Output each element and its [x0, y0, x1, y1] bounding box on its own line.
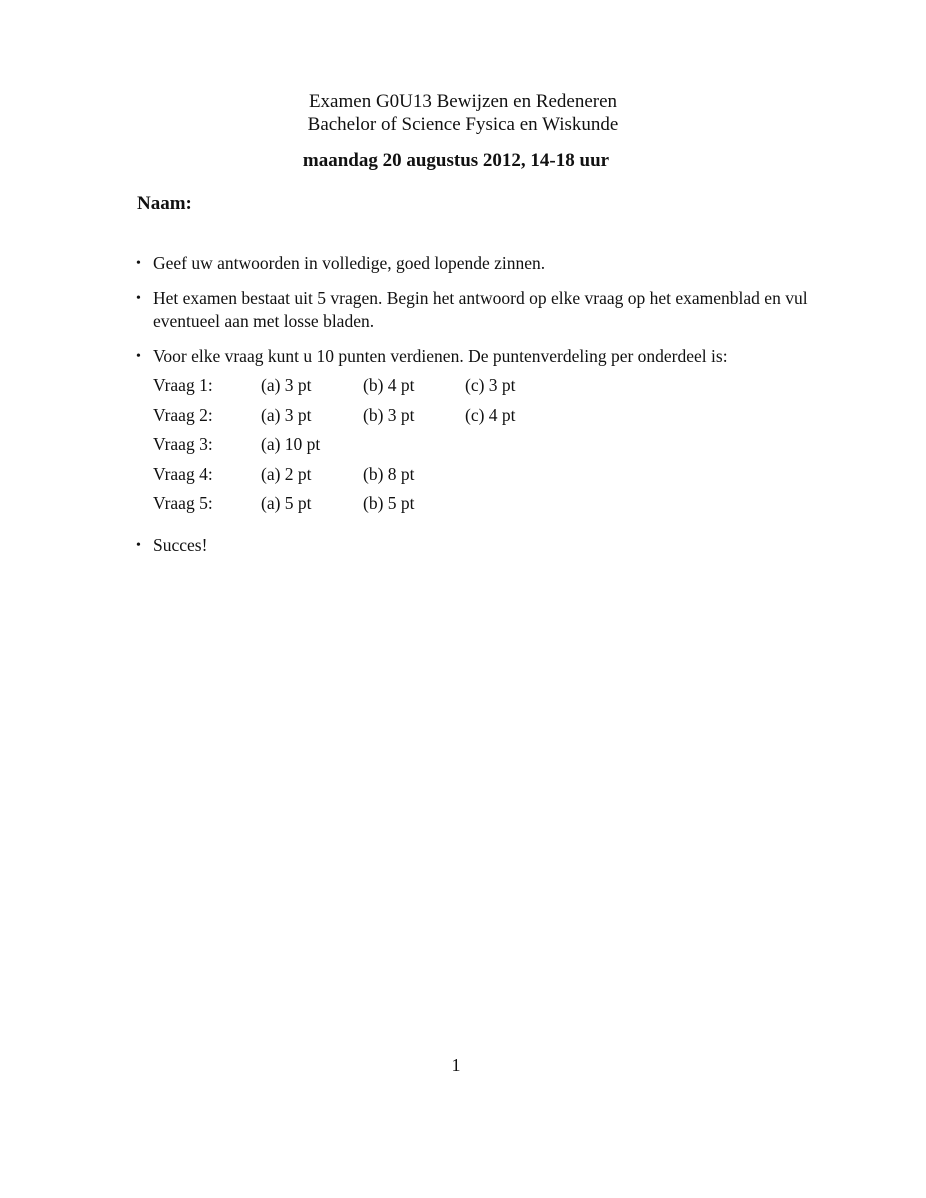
exam-date: maandag 20 augustus 2012, 14-18 uur	[302, 150, 610, 171]
instruction-text: Het examen bestaat uit 5 vragen. Begin het antwoord op elke vraag op het examenblad en vul eventueel aan met losse bladen.	[153, 288, 808, 331]
part-c-points	[465, 463, 545, 493]
bullet-icon: •	[136, 256, 141, 271]
instruction-item	[133, 534, 813, 557]
table-row	[153, 492, 545, 522]
bullet-icon: •	[136, 291, 141, 306]
points-distribution-table	[153, 374, 545, 522]
program-name: Bachelor of Science Fysica en Wiskunde	[307, 114, 619, 135]
part-b-points: (b) 4 pt	[363, 375, 415, 395]
bullet-icon: •	[136, 349, 141, 364]
part-c-points	[465, 433, 545, 463]
part-b-points: (b) 3 pt	[363, 404, 415, 425]
part-a-points: (a) 5 pt	[261, 493, 312, 513]
part-c-points	[465, 492, 545, 522]
question-label: Vraag 1:	[153, 375, 213, 395]
part-b-points	[363, 433, 465, 463]
instruction-text: Voor elke vraag kunt u 10 punten verdienen. De puntenverdeling per onderdeel is:	[153, 346, 728, 366]
name-label: Naam:	[137, 193, 192, 214]
question-label: Vraag 3:	[153, 434, 213, 454]
part-b-points: (b) 5 pt	[363, 493, 415, 513]
question-label: Vraag 5:	[153, 493, 213, 513]
part-c-points: (c) 4 pt	[465, 404, 516, 425]
instruction-text: Succes!	[153, 534, 208, 555]
table-row	[153, 433, 545, 463]
question-label: Vraag 2:	[153, 404, 213, 425]
instruction-text: Geef uw antwoorden in volledige, goed lopende zinnen.	[153, 253, 546, 273]
part-a-points: (a) 3 pt	[261, 375, 312, 395]
page-number: 1	[451, 1055, 461, 1075]
part-a-points: (a) 3 pt	[261, 404, 312, 425]
instruction-item	[133, 252, 813, 275]
table-row	[153, 374, 545, 404]
table-row	[153, 463, 545, 493]
part-c-points: (c) 3 pt	[465, 375, 516, 395]
table-row	[153, 404, 545, 434]
instruction-item	[133, 287, 813, 333]
instruction-item	[133, 345, 813, 522]
part-b-points: (b) 8 pt	[363, 463, 415, 484]
exam-header	[0, 90, 926, 136]
part-a-points: (a) 2 pt	[261, 463, 312, 484]
instructions-list	[133, 252, 813, 569]
question-label: Vraag 4:	[153, 463, 213, 484]
exam-title: Examen G0U13 Bewijzen en Redeneren	[308, 91, 618, 112]
part-a-points: (a) 10 pt	[261, 434, 321, 454]
bullet-icon: •	[136, 537, 141, 553]
